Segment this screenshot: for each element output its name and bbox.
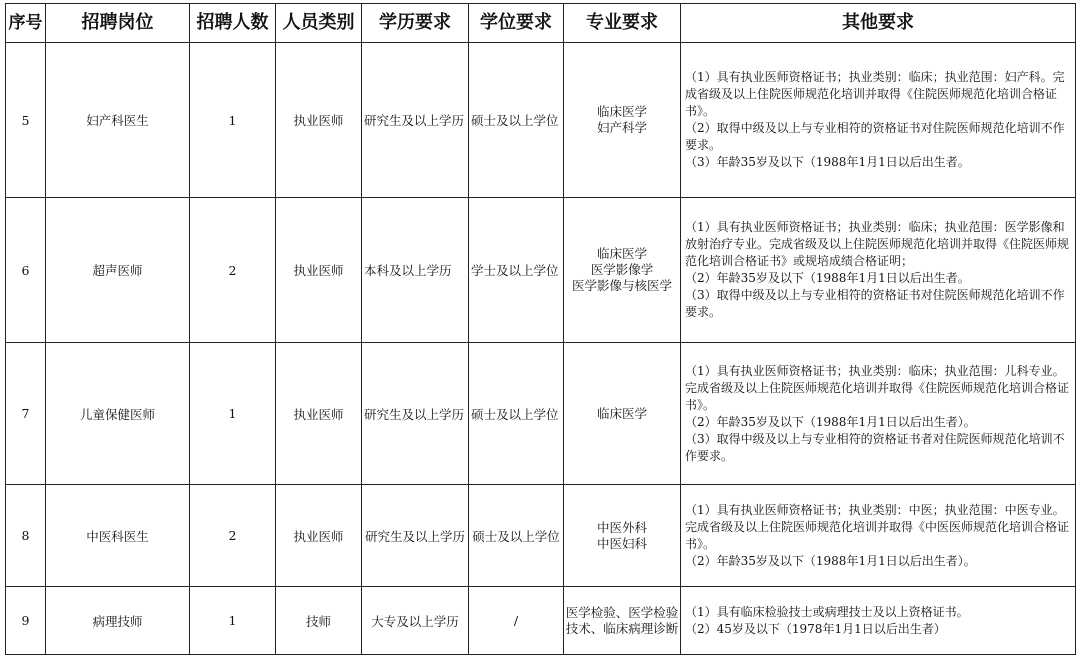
table-row xyxy=(6,587,1076,655)
major-item: 医学检验、医学检验技术、临床病理诊断 xyxy=(565,604,679,636)
cell-position: 中医科医生 xyxy=(46,485,190,587)
cell-seq: 7 xyxy=(6,343,46,485)
table-row xyxy=(6,485,1076,587)
requirement-item: （1）具有执业医师资格证书；执业类别：临床；执业范围：医学影像和放射治疗专业。完成省级及以上住院医师规范化培训并取得《住院医师规范化培训合格证书》或规培成绩合格证明； xyxy=(685,220,1070,268)
major-item: 医学影像与核医学 xyxy=(571,278,672,293)
cell-major xyxy=(564,343,681,485)
cell-category: 执业医师 xyxy=(276,485,362,587)
cell-major xyxy=(564,198,681,343)
cell-position: 儿童保健医师 xyxy=(46,343,190,485)
major-item: 临床医学 xyxy=(596,104,647,119)
major-item: 中医外科 xyxy=(596,519,647,535)
table-row xyxy=(6,43,1076,198)
cell-major xyxy=(564,485,681,587)
cell-degree: 硕士及以上学位 xyxy=(469,485,564,587)
cell-other xyxy=(681,43,1076,198)
cell-category: 执业医师 xyxy=(276,43,362,198)
requirement-item: （2）取得中级及以上与专业相符的资格证书对住院医师规范化培训不作要求。 xyxy=(685,121,1065,152)
cell-other xyxy=(681,198,1076,343)
cell-position: 超声医师 xyxy=(46,198,190,343)
table-row xyxy=(6,343,1076,485)
cell-education: 研究生及以上学历 xyxy=(362,485,469,587)
cell-count: 2 xyxy=(190,198,276,343)
major-item: 临床医学 xyxy=(596,405,647,421)
cell-degree: 硕士及以上学位 xyxy=(469,343,564,485)
header-degree: 学位要求 xyxy=(469,4,564,43)
cell-category: 技师 xyxy=(276,587,362,655)
header-row xyxy=(6,4,1076,43)
cell-seq: 8 xyxy=(6,485,46,587)
cell-other xyxy=(681,587,1076,655)
header-major: 专业要求 xyxy=(564,4,681,43)
cell-degree: / xyxy=(469,587,564,655)
cell-other xyxy=(681,485,1076,587)
cell-education: 研究生及以上学历 xyxy=(362,43,469,198)
major-item: 妇产科学 xyxy=(596,120,647,135)
major-item: 中医妇科 xyxy=(596,535,647,551)
header-other: 其他要求 xyxy=(681,4,1076,43)
cell-major xyxy=(564,587,681,655)
cell-category: 执业医师 xyxy=(276,198,362,343)
major-item: 临床医学 xyxy=(596,246,647,261)
header-category: 人员类别 xyxy=(276,4,362,43)
cell-count: 1 xyxy=(190,343,276,485)
cell-education: 研究生及以上学历 xyxy=(362,343,469,485)
cell-count: 2 xyxy=(190,485,276,587)
cell-major xyxy=(564,43,681,198)
requirement-item: （1）具有执业医师资格证书；执业类别：临床；执业范围：妇产科。完成省级及以上住院医师规范化培训并取得《住院医师规范化培训合格证书》。 xyxy=(685,70,1065,118)
requirement-item: （3）取得中级及以上与专业相符的资格证书者对住院医师规范化培训不作要求。 xyxy=(685,431,1065,463)
cell-education: 本科及以上学历 xyxy=(362,198,469,343)
cell-seq: 9 xyxy=(6,587,46,655)
cell-count: 1 xyxy=(190,587,276,655)
cell-position: 病理技师 xyxy=(46,587,190,655)
cell-position: 妇产科医生 xyxy=(46,43,190,198)
recruitment-table xyxy=(5,3,1076,655)
header-seq: 序号 xyxy=(6,4,46,43)
requirement-item: （1）具有执业医师资格证书；执业类别：临床；执业范围：儿科专业。完成省级及以上住院医师规范化培训并取得《住院医师规范化培训合格证书》。 xyxy=(685,363,1070,412)
cell-seq: 5 xyxy=(6,43,46,198)
requirement-item: （2）年龄35岁及以下（1988年1月1日以后出生者）。 xyxy=(685,553,976,568)
header-education: 学历要求 xyxy=(362,4,469,43)
cell-category: 执业医师 xyxy=(276,343,362,485)
table-row xyxy=(6,198,1076,343)
cell-other xyxy=(681,343,1076,485)
requirement-item: （1）具有临床检验技士或病理技士及以上资格证书。 xyxy=(685,604,969,619)
requirement-item: （2）45岁及以下（1978年1月1日以后出生者） xyxy=(685,621,946,636)
requirement-item: （1）具有执业医师资格证书；执业类别：中医；执业范围：中医专业。完成省级及以上住院医师规范化培训并取得《中医医师规范化培训合格证书》。 xyxy=(685,502,1070,551)
header-position: 招聘岗位 xyxy=(46,4,190,43)
major-item: 医学影像学 xyxy=(590,262,654,277)
requirement-item: （3）年龄35岁及以下（1988年1月1日以后出生者。 xyxy=(685,155,970,169)
cell-seq: 6 xyxy=(6,198,46,343)
header-count: 招聘人数 xyxy=(190,4,276,43)
requirement-item: （2）年龄35岁及以下（1988年1月1日以后出生者。 xyxy=(685,271,970,285)
requirement-item: （2）年龄35岁及以下（1988年1月1日以后出生者）。 xyxy=(685,414,976,429)
cell-count: 1 xyxy=(190,43,276,198)
cell-degree: 学士及以上学位 xyxy=(469,198,564,343)
requirement-item: （3）取得中级及以上与专业相符的资格证书对住院医师规范化培训不作要求。 xyxy=(685,288,1065,319)
cell-degree: 硕士及以上学位 xyxy=(469,43,564,198)
cell-education: 大专及以上学历 xyxy=(362,587,469,655)
